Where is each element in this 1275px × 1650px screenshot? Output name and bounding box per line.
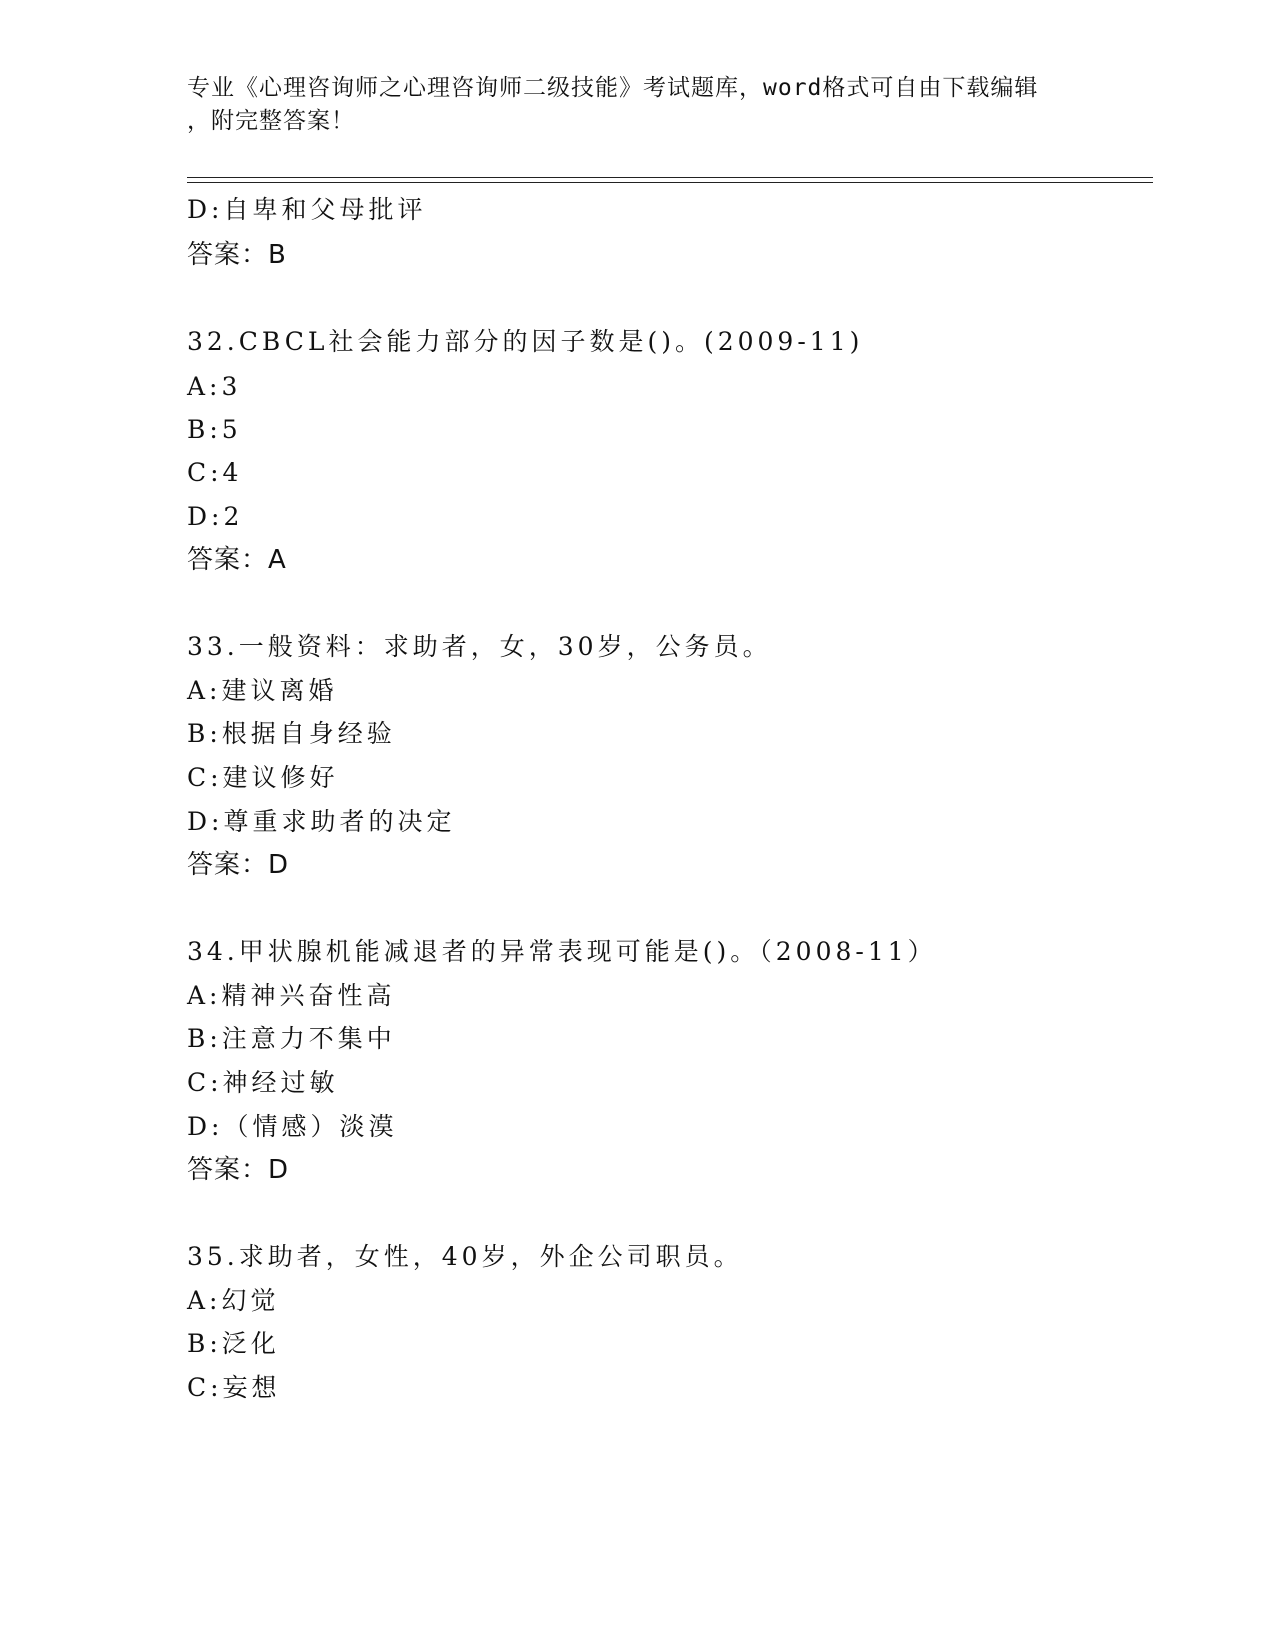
option-c: C:神经过敏 [187,1068,339,1097]
option-b: B:注意力不集中 [187,1024,396,1053]
question-stem: 33.一般资料：求助者，女，30岁，公务员。 [187,632,772,661]
answer-label: 答案：D [187,1155,290,1185]
option-a: A:建议离婚 [187,676,338,705]
option-b: B:根据自身经验 [187,719,396,748]
option-b: B:5 [187,415,242,444]
option-a: A:幻觉 [187,1286,280,1315]
header-divider-bottom [187,182,1153,183]
option-c: C:建议修好 [187,763,339,792]
question-stem: 34.甲状腺机能减退者的异常表现可能是()。（2008-11） [187,937,937,966]
option-d: D:（情感）淡漠 [187,1112,398,1141]
option-a: A:3 [187,372,242,401]
question-stem: 32.CBCL社会能力部分的因子数是()。(2009-11) [187,327,864,356]
option-c: C:4 [187,458,243,487]
option-a: A:精神兴奋性高 [187,981,396,1010]
question-stem: 35.求助者，女性，40岁，外企公司职员。 [187,1242,743,1271]
option-b: B:泛化 [187,1329,280,1358]
header-divider-top [187,177,1153,178]
document-header [187,72,1067,138]
option-c: C:妄想 [187,1373,281,1402]
answer-label: 答案：B [187,240,287,270]
header-line-2: ，附完整答案！ [187,108,355,134]
answer-label: 答案：D [187,850,290,880]
option-d: D:2 [187,502,244,531]
option-d: D:尊重求助者的决定 [187,807,456,836]
option-d: D:自卑和父母批评 [187,195,427,224]
answer-label: 答案：A [187,545,287,575]
header-line-1: 专业《心理咨询师之心理咨询师二级技能》考试题库，word格式可自由下载编辑 [187,75,1039,101]
